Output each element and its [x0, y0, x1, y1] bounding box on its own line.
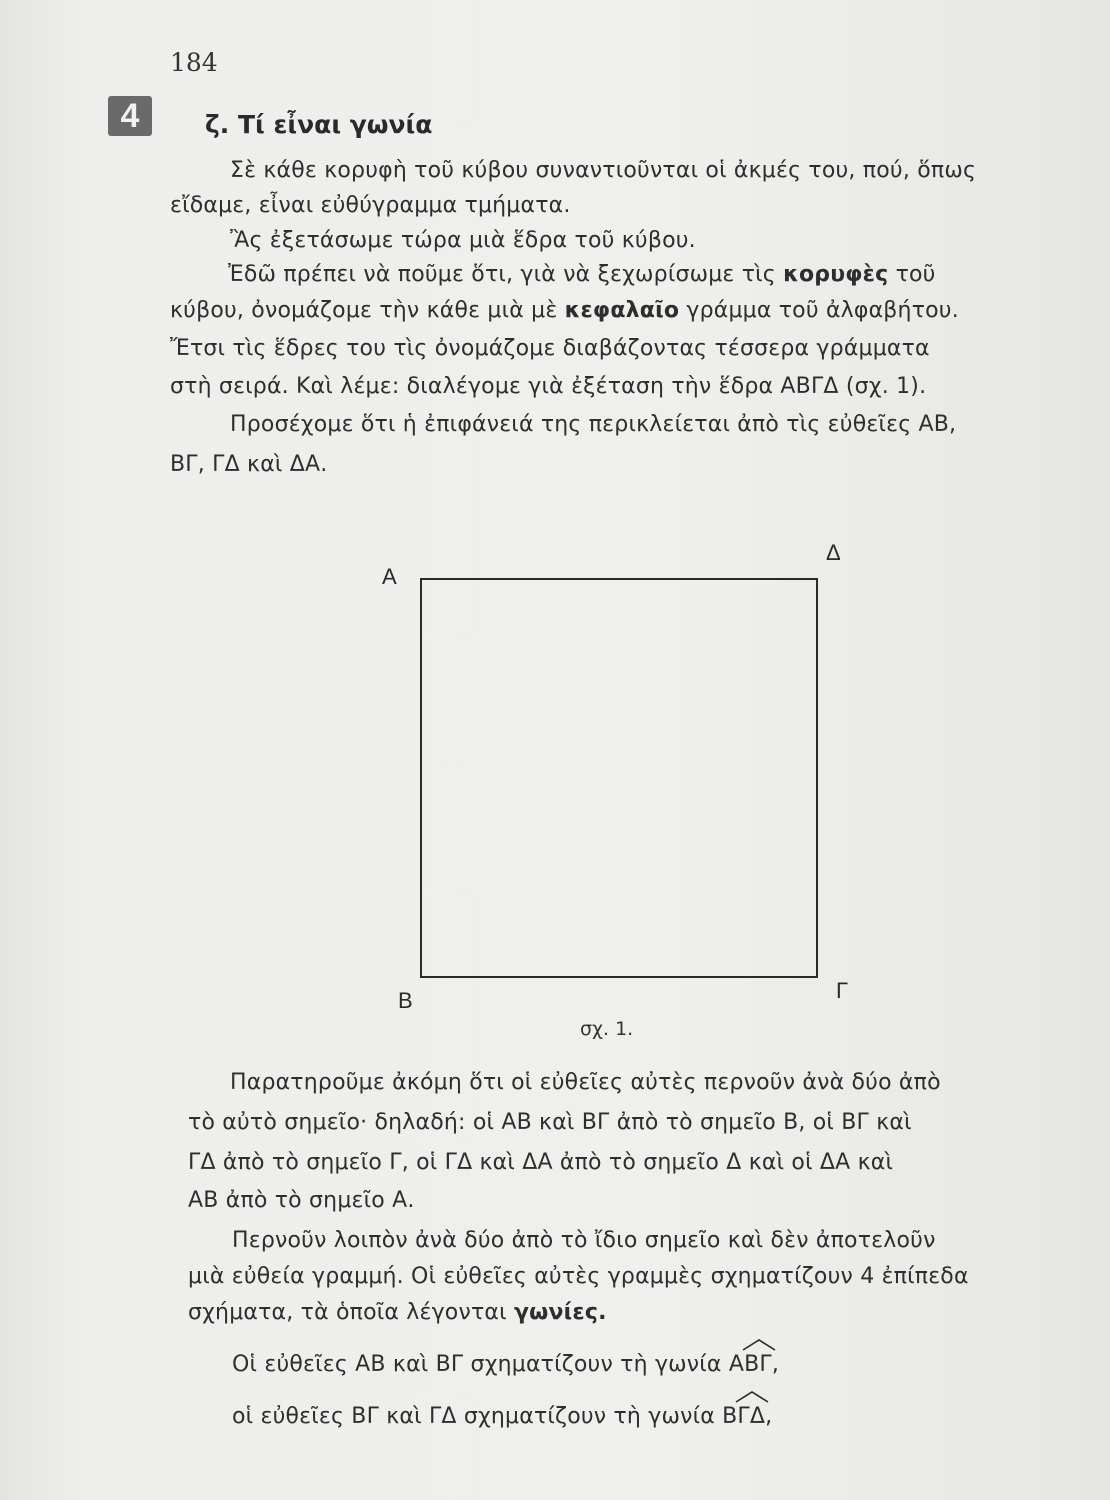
paragraph3-line2-text-a: κύβου, ὀνομάζομε τὴν κάθε μιὰ μὲ	[170, 298, 565, 323]
paragraph6-bold-angles: γωνίες.	[513, 1300, 607, 1325]
paragraph3-line2	[170, 298, 959, 323]
angle-abg	[729, 1352, 772, 1377]
paragraph6-line1: Περνοῦν λοιπὸν ἀνὰ δύο ἀπὸ τὸ ἴδιο σημεῖο καὶ δὲν ἀποτελοῦν	[232, 1228, 936, 1253]
angle-abg-label: ΑΒΓ	[728, 1352, 772, 1377]
paragraph1-line1: Σὲ κάθε κορυφὴ τοῦ κύβου συναντιοῦνται οἱ ἀκμές του, πού, ὅπως	[230, 158, 977, 183]
angle-bgd-label: ΒΓΔ	[722, 1404, 766, 1429]
page-number: 184	[170, 48, 218, 77]
paragraph3-bold-capital: κεφαλαῖο	[564, 298, 680, 323]
paragraph3-line1-text-a: Ἐδῶ πρέπει νὰ ποῦμε ὅτι, γιὰ νὰ ξεχωρίσωμε τὶς	[228, 262, 784, 287]
paragraph6-line2: μιὰ εὐθεία γραμμή. Οἱ εὐθεῖες αὐτὲς γραμμὲς σχηματίζουν 4 ἐπίπεδα	[188, 1264, 969, 1289]
angle-line-1	[232, 1352, 779, 1377]
figure-square-abgd	[370, 540, 870, 1048]
paragraph5-line3: ΓΔ ἀπὸ τὸ σημεῖο Γ, οἱ ΓΔ καὶ ΔΑ ἀπὸ τὸ σημεῖο Δ καὶ οἱ ΔΑ καὶ	[188, 1150, 894, 1175]
angle-bgd	[722, 1404, 765, 1429]
paragraph3-line3: Ἔτσι τὶς ἕδρες του τὶς ὀνομάζομε διαβάζοντας τέσσερα γράμματα	[170, 336, 930, 361]
paragraph3-bold-vertices: κορυφὲς	[783, 262, 889, 287]
angle-line-2-text: οἱ εὐθεῖες ΒΓ καὶ ΓΔ σχηματίζουν τὴ γωνία	[232, 1404, 723, 1429]
paragraph4-line2: ΒΓ, ΓΔ καὶ ΔΑ.	[170, 452, 328, 477]
paragraph3-line1	[228, 262, 936, 287]
paragraph1-line2: εἴδαμε, εἶναι εὐθύγραμμα τμήματα.	[170, 193, 571, 218]
chapter-badge: 4	[108, 96, 152, 136]
paragraph3-line1-text-b: τοῦ	[888, 262, 936, 287]
vertex-label-top-left: Α	[382, 564, 397, 589]
angle-line-1-comma: ,	[771, 1352, 780, 1377]
paragraph5-line2: τὸ αὐτὸ σημεῖο· δηλαδή: οἱ ΑΒ καὶ ΒΓ ἀπὸ τὸ σημεῖο Β, οἱ ΒΓ καὶ	[188, 1110, 912, 1135]
vertex-label-top-right: Δ	[826, 540, 841, 565]
figure-caption: σχ. 1.	[580, 1018, 634, 1040]
paragraph4-line1: Προσέχομε ὅτι ἡ ἐπιφάνειά της περικλείεται ἀπὸ τὶς εὐθεῖες ΑΒ,	[230, 412, 957, 437]
vertex-label-bottom-left: Β	[398, 988, 413, 1013]
paragraph6-line3-text: σχήματα, τὰ ὁποῖα λέγονται	[188, 1300, 514, 1325]
paragraph2-line1: Ἂς ἐξετάσωμε τώρα μιὰ ἕδρα τοῦ κύβου.	[230, 228, 696, 253]
paragraph5-line4: ΑΒ ἀπὸ τὸ σημεῖο Α.	[188, 1188, 415, 1213]
angle-line-2	[232, 1404, 772, 1429]
angle-line-1-text: Οἱ εὐθεῖες ΑΒ καὶ ΒΓ σχηματίζουν τὴ γωνία	[232, 1352, 729, 1377]
paragraph3-line2-text-b: γράμμα τοῦ ἀλφαβήτου.	[679, 298, 959, 323]
angle-line-2-comma: ,	[765, 1404, 773, 1429]
paragraph5-line1: Παρατηροῦμε ἀκόμη ὅτι οἱ εὐθεῖες αὐτὲς περνοῦν ἀνὰ δύο ἀπὸ	[230, 1070, 941, 1095]
vertex-label-bottom-right: Γ	[836, 978, 849, 1003]
paragraph3-line4: στὴ σειρά. Καὶ λέμε: διαλέγομε γιὰ ἐξέταση τὴν ἕδρα ΑΒΓΔ (σχ. 1).	[170, 374, 927, 399]
square-face	[420, 578, 818, 978]
section-title: ζ. Τί εἶναι γωνία	[205, 110, 433, 139]
angle-hat-icon	[722, 1390, 782, 1404]
paragraph6-line3	[188, 1300, 607, 1325]
angle-hat-icon	[729, 1338, 789, 1352]
